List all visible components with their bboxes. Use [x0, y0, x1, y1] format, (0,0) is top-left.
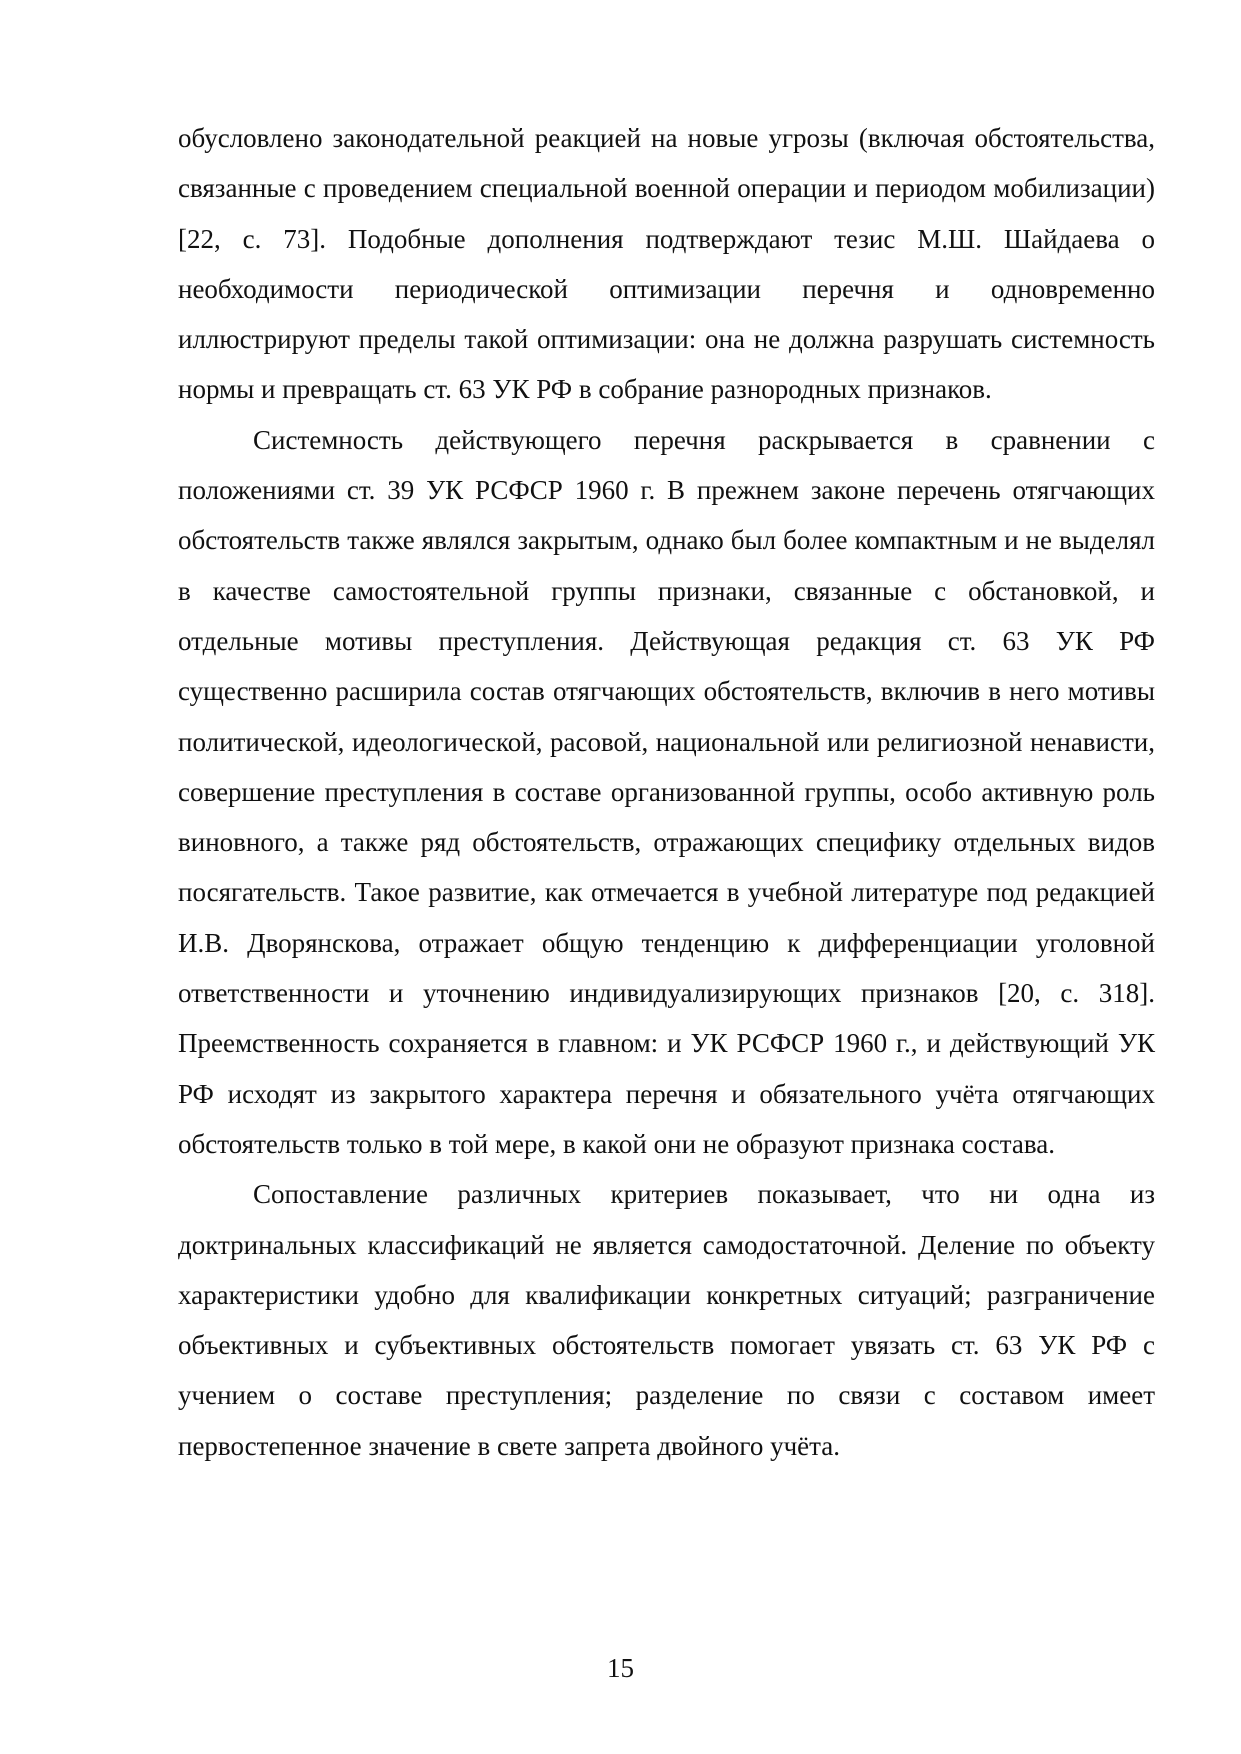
paragraph-3: Сопоставление различных критериев показывает, что ни одна из доктринальных классификаций не является самодостаточной. Деление по объекту характеристики удобно для квалификации конкретных ситуаций; разграничение объективных и субъективных обстоятельств помогает увязать ст. 63 УК РФ с учением о составе преступления; разделение по связи с составом имеет первостепенное значение в свете запрета двойного учёта.: [178, 1179, 1155, 1461]
paragraph-1: обусловлено законодательной реакцией на новые угрозы (включая обстоятельства, связанные с проведением специальной военной операции и периодом мобилизации) [22, с. 73]. Подобные дополнения подтверждают тезис М.Ш. Шайдаева о необходимости периодической оптимизации перечня и одновременно иллюстрируют пределы такой оптимизации: она не должна разрушать системность нормы и превращать ст. 63 УК РФ в собрание разнородных признаков.: [178, 123, 1155, 405]
paragraph-2: Системность действующего перечня раскрывается в сравнении с положениями ст. 39 УК РСФСР 1960 г. В прежнем законе перечень отягчающих обстоятельств также являлся закрытым, однако был более компактным и не выделял в качестве самостоятельной группы признаки, связанные с обстановкой, и отдельные мотивы преступления. Действующая редакция ст. 63 УК РФ существенно расширила состав отягчающих обстоятельств, включив в него мотивы политической, идеологической, расовой, национальной или религиозной ненависти, совершение преступления в составе организованной группы, особо активную роль виновного, а также ряд обстоятельств, отражающих специфику отдельных видов посягательств. Такое развитие, как отмечается в учебной литературе под редакцией И.В. Дворянскова, отражает общую тенденцию к дифференциации уголовной ответственности и уточнению индивидуализирующих признаков [20, с. 318]. Преемственность сохраняется в главном: и УК РСФСР 1960 г., и действующий УК РФ исходят из закрытого характера перечня и обязательного учёта отягчающих обстоятельств только в той мере, в какой они не образуют признака состава.: [178, 424, 1155, 1159]
page-number: 15: [607, 1653, 634, 1683]
body-text: [178, 113, 1155, 1471]
